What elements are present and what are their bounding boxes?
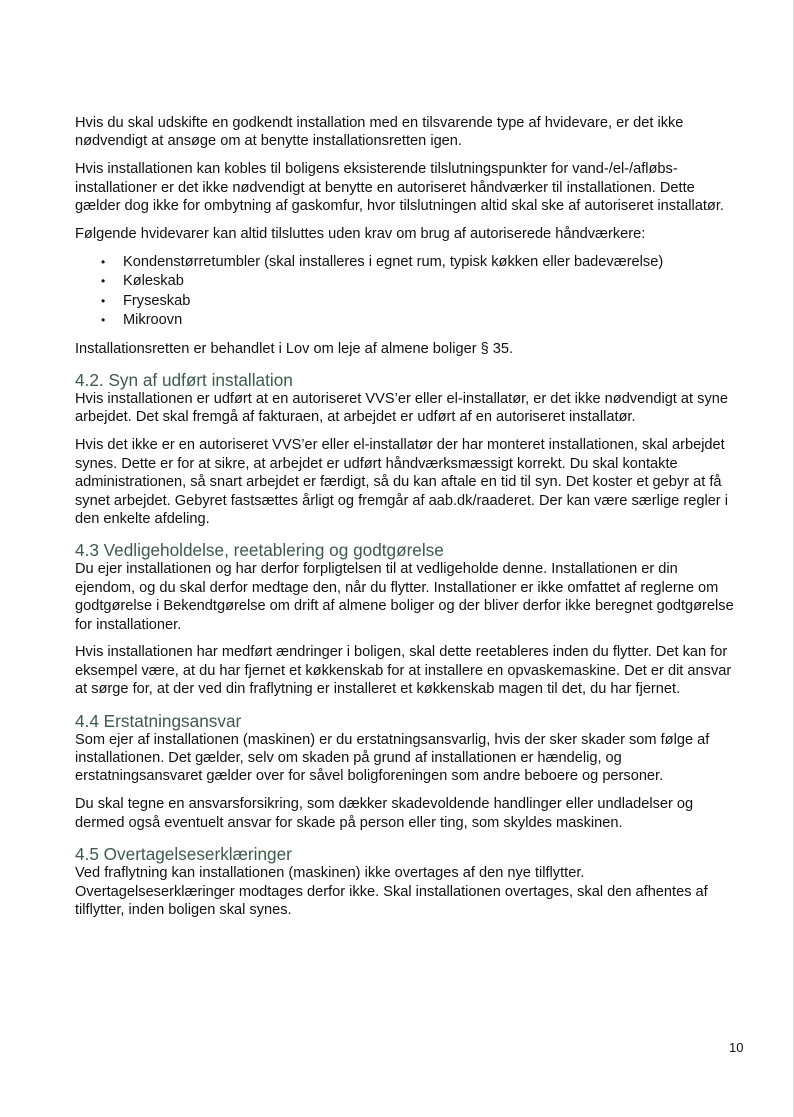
bullet-icon: • bbox=[101, 254, 106, 269]
paragraph-legal-reference: Installationsretten er behandlet i Lov om leje af almene boliger § 35. bbox=[75, 340, 514, 357]
list-item bbox=[101, 311, 735, 330]
section-4-2-paragraph: Hvis installationen er udført at en autoriseret VVS’er eller el-installatør, er det ikke nødvendigt at syne arbejdet. Det skal fremgå af fakturaen, at arbejdet er udført af en autoriseret installatør. bbox=[75, 390, 728, 426]
paragraph-list-intro: Følgende hvidevarer kan altid tilsluttes uden krav om brug af autoriserede håndværkere: bbox=[75, 226, 646, 243]
section-4-2-paragraph: Hvis det ikke er en autoriseret VVS’er eller el-installatør der har monteret installationen, skal arbejdet synes. Dette er for at sikre, at arbejdet er udført håndværksmæssigt korrekt. Du skal kontakte administrationen, så snart arbejdet er færdigt, så du kan aftale en tid til syn. Det koster et gebyr at få synet arbejdet. Gebyret fastsættes årligt og fremgår af aab.dk/raaderet. Der kan være særlige regler i den enkelte afdeling. bbox=[75, 437, 728, 527]
section-4-5-paragraph: Ved fraflytning kan installationen (maskinen) ikke overtages af den nye tilflytter. Overtagelseserklæringer modtages derfor ikke. Skal installationen overtages, skal den afhentes af tilflytter, inden boligen skal synes. bbox=[75, 865, 708, 918]
section-heading-4-3: 4.3 Vedligeholdelse, reetablering og godtgørelse bbox=[75, 540, 444, 561]
paragraph-connection-points: Hvis installationen kan kobles til boligens eksisterende tilslutningspunkter for vand-/el-/afløbs-installationer er det ikke nødvendigt at benytte en autoriseret håndværker til installationen. Dette gælder dog ikke for ombytning af gaskomfur, hvor tilslutningen altid skal ske af autoriseret installatør. bbox=[75, 161, 724, 215]
section-heading-4-5: 4.5 Overtagelseserklæringer bbox=[75, 844, 292, 865]
section-heading-4-2: 4.2. Syn af udført installation bbox=[75, 369, 293, 390]
page-number: 10 bbox=[729, 1040, 744, 1055]
section-4-3-paragraph: Hvis installationen har medført ændringer i boligen, skal dette reetableres inden du flytter. Det kan for eksempel være, at du har fjernet et køkkenskab for at installere en opvaskemaskine. Det er dit ansvar at sørge for, at der ved din fraflytning er installeret et køkkenskab magen til det, du har fjernet. bbox=[75, 644, 732, 698]
list-item-text: Kondenstørretumbler (skal installeres i egnet rum, typisk køkken eller badeværelse) bbox=[123, 253, 664, 270]
list-item bbox=[101, 292, 735, 311]
page-content bbox=[75, 114, 735, 929]
list-item bbox=[101, 272, 735, 291]
appliance-list bbox=[75, 253, 735, 331]
list-item-text: Mikroovn bbox=[123, 312, 183, 329]
list-item-text: Fryseskab bbox=[123, 292, 191, 309]
paragraph-replacement: Hvis du skal udskifte en godkendt installation med en tilsvarende type af hvidevare, er det ikke nødvendigt at ansøge om at benytte installationsretten igen. bbox=[75, 115, 684, 150]
bullet-icon: • bbox=[101, 293, 106, 308]
bullet-icon: • bbox=[101, 274, 106, 289]
list-item-text: Køleskab bbox=[123, 273, 184, 290]
section-4-4-paragraph: Som ejer af installationen (maskinen) er du erstatningsansvarlig, hvis der sker skader som følge af installationen. Det gælder, selv om skaden på grund af installationen er hændelig, og erstatningsansvaret gælder over for såvel boligforeningen som andre beboere og personer. bbox=[75, 731, 710, 785]
list-item bbox=[101, 253, 735, 272]
bullet-icon: • bbox=[101, 313, 106, 328]
section-4-3-paragraph: Du ejer installationen og har derfor forpligtelsen til at vedligeholde denne. Installationen er din ejendom, og du skal derfor medtage den, når du flytter. Installationer er ikke omfattet af reglerne om godtgørelse i Bekendtgørelse om drift af almene boliger og der bliver derfor ikke beregnet godtgørelse for installationer. bbox=[75, 561, 734, 633]
section-4-4-paragraph: Du skal tegne en ansvarsforsikring, som dækker skadevoldende handlinger eller undladelser og dermed også eventuelt ansvar for skade på person eller ting, som skyldes maskinen. bbox=[75, 796, 694, 831]
section-heading-4-4: 4.4 Erstatningsansvar bbox=[75, 710, 242, 731]
